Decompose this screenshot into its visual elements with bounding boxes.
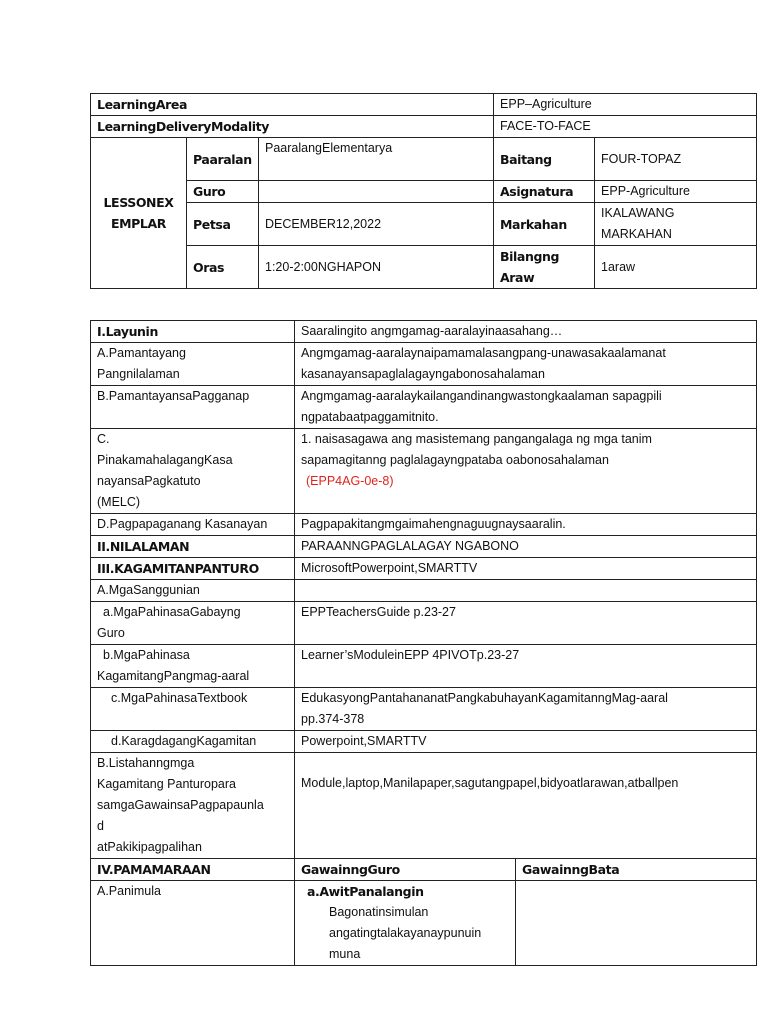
nilalaman-value: PARAANNGPAGLALAGAY NGABONO [295,536,757,558]
listahan-label-line3: samgaGawainsaPagpapaunla [97,798,264,812]
kagamitan-label: III.KAGAMITANPANTURO [91,558,295,580]
textbook-row [91,688,757,731]
textbook-label: c.MgaPahinasaTextbook [91,688,295,731]
pamantayang-label-line1: A.Pamantayang [97,346,186,360]
awit-label: a.AwitPanalangin [307,884,424,899]
melc-row [91,429,757,514]
sanggunian-label: A.MgaSanggunian [91,580,295,602]
pamamaraan-label: IV.PAMAMARAAN [91,859,295,881]
gawain-guro-label: GawainngGuro [295,859,516,881]
pamantayang-row [91,343,757,386]
header-table [90,93,757,289]
textbook-value-line1: EdukasyongPantahananatPangkabuhayanKagamitanngMag-aaral [301,691,668,705]
awit-text-line3: muna [329,947,361,961]
panimula-label: A.Panimula [91,881,295,966]
melc-value [295,429,757,514]
paaralan-value: PaaralangElementarya [259,138,494,181]
melc-label [91,429,295,514]
sanggunian-row [91,580,757,602]
awit-text-line1: Bagonatinsimulan [329,905,429,919]
pamantayang-value-line1: Angmgamag-aaralaynaipamamalasangpang-unawasakaalamanat [301,346,666,360]
asignatura-value: EPP-Agriculture [595,181,757,203]
panimula-row [91,881,757,966]
paaralan-row [91,138,757,181]
markahan-value [595,203,757,246]
delivery-label: LearningDeliveryModality [91,116,494,138]
learning-area-label: LearningArea [91,94,494,116]
guro-pages-value: EPPTeachersGuide p.23-27 [295,602,757,645]
gawain-bata-label: GawainngBata [516,859,757,881]
learner-label [91,645,295,688]
bilang-value: 1araw [595,246,757,289]
listahan-value: Module,laptop,Manilapaper,sagutangpapel,bidyoatlarawan,atballpen [295,753,757,859]
guro-pages-label-line1: a.MgaPahinasaGabayng [103,605,241,619]
delivery-value: FACE-TO-FACE [494,116,757,138]
learner-label-line1: b.MgaPahinasa [103,648,190,662]
baitang-label: Baitang [494,138,595,181]
petsa-row [91,203,757,246]
kasanayan-row [91,514,757,536]
pagganap-value-line1: Angmgamag-aaralaykailangandinangwastongkaalaman sapagpili [301,389,662,403]
melc-label-line4: (MELC) [97,495,141,509]
guro-label: Guro [187,181,259,203]
lesson-plan-table [90,320,757,966]
delivery-row [91,116,757,138]
guro-value [259,181,494,203]
learning-area-text: EPP–Agriculture [500,97,592,111]
listahan-label-line2: Kagamitang Panturopara [97,777,236,791]
markahan-label: Markahan [494,203,595,246]
layunin-label: I.Layunin [91,321,295,343]
bilang-label-line1: Bilangng [500,249,560,264]
baitang-value: FOUR-TOPAZ [595,138,757,181]
kasanayan-label: D.Pagpapaganang Kasanayan [91,514,295,536]
bilang-label [494,246,595,289]
oras-value: 1:20-2:00NGHAPON [259,246,494,289]
guro-row [91,181,757,203]
learner-row [91,645,757,688]
pagganap-value [295,386,757,429]
layunin-value: Saaralingito angmgamag-aaralayinaasahang… [295,321,757,343]
bilang-label-line2: Araw [500,270,535,285]
pamantayang-label [91,343,295,386]
listahan-label [91,753,295,859]
pamamaraan-row [91,859,757,881]
pamantayang-value-line2: kasanayansapaglalagayngabonosahalaman [301,367,545,381]
markahan-value-line2: MARKAHAN [601,227,672,241]
melc-code: (EPP4AG-0e-8) [306,474,394,488]
pagganap-value-line2: ngpatabaatpaggamitnito. [301,410,439,424]
textbook-value [295,688,757,731]
guro-pages-label [91,602,295,645]
melc-value-line1: 1. naisasagawa ang masistemang pangangalaga ng mga tanim [301,432,652,446]
kagamitan-row [91,558,757,580]
listahan-label-line1: B.Listahanngmga [97,756,195,770]
pagganap-label: B.PamantayansaPagganap [91,386,295,429]
petsa-label: Petsa [187,203,259,246]
learner-label-line2: KagamitangPangmag-aaral [97,669,250,683]
layunin-row [91,321,757,343]
asignatura-label: Asignatura [494,181,595,203]
kagamitan-value: MicrosoftPowerpoint,SMARTTV [295,558,757,580]
nilalaman-label: II.NILALAMAN [91,536,295,558]
learning-area-row [91,94,757,116]
panimula-bata-cell [516,881,757,966]
melc-label-line3: nayansaPagkatuto [97,474,201,488]
kasanayan-value: Pagpapakitangmgaimahengnaguugnaysaaralin. [295,514,757,536]
lesson-exemplar-line2: EMPLAR [110,216,166,231]
petsa-value: DECEMBER12,2022 [259,203,494,246]
pagganap-row [91,386,757,429]
guro-pages-label-line2: Guro [97,626,125,640]
paaralan-label: Paaralan [187,138,259,181]
karagdagan-value: Powerpoint,SMARTTV [295,731,757,753]
awit-text-line2: angatingtalakayanaypunuin [329,926,482,940]
listahan-label-line5: atPakikipagpalihan [97,840,202,854]
oras-row [91,246,757,289]
pamantayang-label-line2: Pangnilalaman [97,367,180,381]
oras-label: Oras [187,246,259,289]
sanggunian-value [295,580,757,602]
lesson-exemplar-cell [91,138,187,289]
melc-value-line2: sapamagitanng paglalagayngpataba oabonosahalaman [301,453,609,467]
markahan-value-line1: IKALAWANG [601,206,675,220]
pamantayang-value [295,343,757,386]
listahan-label-line4: d [97,819,104,833]
panimula-guro-cell [295,881,516,966]
textbook-value-line2: pp.374-378 [301,712,365,726]
karagdagan-row [91,731,757,753]
melc-label-line1: C. [97,432,110,446]
listahan-row [91,753,757,859]
learner-value: Learner’sModuleinEPP 4PIVOTp.23-27 [295,645,757,688]
guro-pages-row [91,602,757,645]
melc-label-line2: PinakamahalagangKasa [97,453,233,467]
nilalaman-row [91,536,757,558]
learning-area-value [494,94,757,116]
karagdagan-label: d.KaragdagangKagamitan [91,731,295,753]
lesson-exemplar-line1: LESSONEX [103,195,174,210]
